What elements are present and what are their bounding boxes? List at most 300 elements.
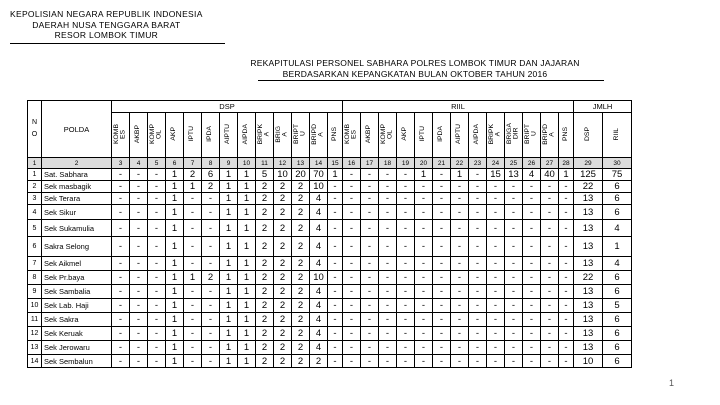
riil-cell: -: [343, 341, 361, 355]
riil-cell: -: [487, 271, 505, 285]
riil-cell: -: [541, 285, 559, 299]
riil-cell: -: [505, 193, 523, 205]
dsp-cell: 1: [238, 237, 256, 257]
dsp-group-header: DSP: [112, 101, 343, 113]
riil-cell: -: [559, 205, 574, 220]
riil-cell: -: [523, 193, 541, 205]
riil-cell: -: [541, 257, 559, 271]
riil-cell: -: [505, 271, 523, 285]
dsp-cell: -: [112, 355, 130, 368]
total-riil-cell: 6: [603, 355, 632, 368]
unit-name: Sek Lab. Haji: [42, 299, 112, 313]
no-header: N O: [28, 101, 42, 158]
row-number: 11: [28, 313, 42, 327]
riil-column-header: KOMB ES: [343, 113, 361, 158]
riil-cell: -: [433, 355, 451, 368]
column-number: 10: [238, 158, 256, 169]
dsp-cell: -: [148, 181, 166, 193]
dsp-cell: -: [328, 341, 343, 355]
riil-column-header: IPTU: [415, 113, 433, 158]
riil-cell: -: [451, 205, 469, 220]
unit-name: Sek Terara: [42, 193, 112, 205]
dsp-cell: 2: [292, 341, 310, 355]
riil-cell: -: [523, 355, 541, 368]
riil-cell: -: [451, 237, 469, 257]
dsp-cell: 1: [166, 355, 184, 368]
riil-cell: -: [379, 169, 397, 181]
dsp-cell: -: [184, 355, 202, 368]
riil-cell: -: [541, 355, 559, 368]
dsp-cell: -: [148, 220, 166, 237]
unit-name: Sat. Sabhara: [42, 169, 112, 181]
riil-cell: -: [523, 257, 541, 271]
unit-name: Sek Pr.baya: [42, 271, 112, 285]
dsp-cell: 2: [184, 169, 202, 181]
unit-name: Sek Sukamulia: [42, 220, 112, 237]
column-number: 30: [603, 158, 632, 169]
unit-name: Sek Jerowaru: [42, 341, 112, 355]
riil-cell: -: [559, 327, 574, 341]
dsp-cell: -: [328, 299, 343, 313]
dsp-cell: -: [148, 271, 166, 285]
riil-cell: -: [469, 181, 487, 193]
dsp-cell: -: [328, 327, 343, 341]
total-dsp-cell: 22: [574, 271, 603, 285]
riil-cell: -: [559, 237, 574, 257]
total-riil-cell: 6: [603, 341, 632, 355]
riil-cell: -: [505, 327, 523, 341]
row-number: 1: [28, 169, 42, 181]
dsp-cell: -: [112, 193, 130, 205]
riil-cell: -: [397, 299, 415, 313]
riil-cell: 1: [451, 169, 469, 181]
riil-cell: -: [487, 285, 505, 299]
riil-cell: -: [343, 181, 361, 193]
riil-cell: -: [469, 299, 487, 313]
riil-cell: -: [559, 341, 574, 355]
riil-cell: -: [379, 237, 397, 257]
dsp-cell: -: [112, 169, 130, 181]
row-number: 13: [28, 341, 42, 355]
riil-cell: -: [343, 327, 361, 341]
table-row: [28, 169, 632, 181]
unit-name: Sek Sembalun: [42, 355, 112, 368]
riil-cell: -: [415, 220, 433, 237]
riil-cell: -: [379, 355, 397, 368]
dsp-cell: -: [202, 237, 220, 257]
riil-cell: -: [505, 355, 523, 368]
riil-cell: -: [541, 271, 559, 285]
riil-cell: -: [559, 313, 574, 327]
riil-column-header: KOMP OL: [379, 113, 397, 158]
riil-cell: -: [379, 341, 397, 355]
dsp-cell: -: [148, 341, 166, 355]
dsp-cell: 2: [274, 271, 292, 285]
dsp-column-header: IPDA: [202, 113, 220, 158]
dsp-cell: 1: [166, 271, 184, 285]
riil-cell: -: [343, 299, 361, 313]
total-riil-cell: 4: [603, 257, 632, 271]
column-number: 2: [42, 158, 112, 169]
dsp-cell: 2: [274, 257, 292, 271]
table-row: [28, 313, 632, 327]
riil-cell: -: [379, 257, 397, 271]
table-row: [28, 285, 632, 299]
dsp-cell: -: [130, 313, 148, 327]
column-number: 5: [148, 158, 166, 169]
dsp-cell: -: [328, 193, 343, 205]
dsp-cell: -: [202, 355, 220, 368]
dsp-cell: 1: [238, 257, 256, 271]
riil-cell: -: [415, 271, 433, 285]
riil-cell: -: [505, 220, 523, 237]
dsp-cell: 1: [166, 193, 184, 205]
riil-cell: -: [415, 327, 433, 341]
riil-cell: -: [451, 257, 469, 271]
riil-cell: -: [343, 355, 361, 368]
riil-cell: -: [505, 285, 523, 299]
riil-cell: -: [361, 205, 379, 220]
letterhead-line-2: DAERAH NUSA TENGGARA BARAT: [32, 19, 181, 30]
riil-cell: -: [433, 205, 451, 220]
dsp-cell: -: [148, 257, 166, 271]
riil-cell: -: [487, 313, 505, 327]
dsp-cell: -: [184, 327, 202, 341]
riil-cell: -: [469, 313, 487, 327]
dsp-cell: 1: [166, 205, 184, 220]
total-riil-cell: 4: [603, 220, 632, 237]
riil-column-header: AKBP: [361, 113, 379, 158]
riil-cell: -: [487, 299, 505, 313]
dsp-cell: 2: [274, 205, 292, 220]
column-number: 26: [523, 158, 541, 169]
table-row: [28, 237, 632, 257]
dsp-cell: 2: [292, 285, 310, 299]
dsp-cell: 2: [256, 181, 274, 193]
dsp-cell: 1: [238, 299, 256, 313]
dsp-cell: -: [328, 271, 343, 285]
dsp-cell: -: [328, 220, 343, 237]
riil-cell: -: [415, 205, 433, 220]
dsp-cell: -: [148, 193, 166, 205]
riil-cell: -: [415, 193, 433, 205]
riil-cell: -: [451, 327, 469, 341]
riil-cell: -: [505, 205, 523, 220]
letterhead-line-3: RESOR LOMBOK TIMUR: [54, 30, 159, 40]
riil-cell: -: [433, 327, 451, 341]
riil-cell: -: [361, 257, 379, 271]
column-number: 24: [487, 158, 505, 169]
riil-cell: -: [397, 181, 415, 193]
dsp-cell: 1: [184, 271, 202, 285]
riil-cell: -: [433, 341, 451, 355]
title-line-2: BERDASARKAN KEPANGKATAN BULAN OKTOBER TAHUN 2016: [282, 68, 548, 79]
table-row: [28, 341, 632, 355]
dsp-column-header: PNS: [328, 113, 343, 158]
row-number: 5: [28, 220, 42, 237]
dsp-cell: -: [328, 237, 343, 257]
dsp-cell: -: [184, 299, 202, 313]
riil-cell: -: [523, 299, 541, 313]
row-number: 8: [28, 271, 42, 285]
dsp-cell: 1: [220, 220, 238, 237]
dsp-cell: 1: [220, 313, 238, 327]
riil-cell: -: [379, 327, 397, 341]
column-number: 15: [328, 158, 343, 169]
dsp-cell: -: [130, 355, 148, 368]
riil-cell: -: [361, 327, 379, 341]
total-riil-cell: 6: [603, 313, 632, 327]
riil-cell: -: [487, 237, 505, 257]
riil-cell: -: [559, 220, 574, 237]
dsp-cell: 1: [220, 169, 238, 181]
riil-cell: -: [505, 181, 523, 193]
riil-cell: -: [415, 285, 433, 299]
dsp-column-header: IPTU: [184, 113, 202, 158]
dsp-cell: -: [112, 271, 130, 285]
dsp-cell: 1: [166, 313, 184, 327]
column-number: 18: [379, 158, 397, 169]
column-number: 23: [469, 158, 487, 169]
dsp-cell: -: [130, 237, 148, 257]
dsp-cell: 2: [256, 313, 274, 327]
riil-cell: -: [433, 271, 451, 285]
dsp-cell: 1: [166, 257, 184, 271]
dsp-cell: 1: [238, 313, 256, 327]
riil-column-header: BRIPT U: [523, 113, 541, 158]
riil-cell: -: [433, 299, 451, 313]
dsp-cell: -: [112, 313, 130, 327]
dsp-cell: 2: [256, 237, 274, 257]
riil-cell: -: [487, 181, 505, 193]
dsp-cell: -: [112, 327, 130, 341]
dsp-cell: 2: [274, 313, 292, 327]
riil-cell: -: [469, 355, 487, 368]
riil-cell: -: [343, 205, 361, 220]
table-row: [28, 299, 632, 313]
dsp-cell: 1: [166, 341, 184, 355]
column-number: 25: [505, 158, 523, 169]
dsp-cell: -: [130, 205, 148, 220]
riil-cell: -: [469, 341, 487, 355]
riil-column-header: AKP: [397, 113, 415, 158]
riil-column-header: IPDA: [433, 113, 451, 158]
unit-name: Sek Sakra: [42, 313, 112, 327]
total-dsp-cell: 13: [574, 205, 603, 220]
dsp-cell: 2: [292, 271, 310, 285]
riil-cell: -: [523, 205, 541, 220]
riil-cell: -: [343, 169, 361, 181]
dsp-cell: 4: [310, 237, 328, 257]
column-number: 6: [166, 158, 184, 169]
total-dsp-cell: 13: [574, 220, 603, 237]
column-number: 13: [292, 158, 310, 169]
riil-cell: 4: [523, 169, 541, 181]
riil-column-header: PNS: [559, 113, 574, 158]
riil-cell: -: [469, 285, 487, 299]
dsp-cell: -: [148, 285, 166, 299]
riil-cell: -: [397, 237, 415, 257]
dsp-cell: 1: [238, 193, 256, 205]
riil-cell: -: [505, 299, 523, 313]
row-number: 3: [28, 193, 42, 205]
riil-cell: -: [415, 341, 433, 355]
riil-cell: -: [361, 313, 379, 327]
row-number: 10: [28, 299, 42, 313]
total-dsp-cell: 13: [574, 237, 603, 257]
riil-cell: -: [361, 299, 379, 313]
riil-cell: 13: [505, 169, 523, 181]
riil-cell: -: [541, 193, 559, 205]
riil-cell: -: [469, 220, 487, 237]
dsp-cell: 1: [238, 169, 256, 181]
riil-cell: -: [505, 341, 523, 355]
dsp-column-header: KOMB ES: [112, 113, 130, 158]
riil-cell: -: [343, 257, 361, 271]
row-number: 2: [28, 181, 42, 193]
total-dsp-cell: 13: [574, 299, 603, 313]
riil-cell: -: [559, 299, 574, 313]
dsp-cell: 2: [274, 285, 292, 299]
dsp-cell: -: [112, 181, 130, 193]
dsp-cell: -: [202, 205, 220, 220]
dsp-column-header: BRIPK A: [256, 113, 274, 158]
riil-cell: -: [397, 313, 415, 327]
total-dsp-cell: 13: [574, 193, 603, 205]
riil-cell: -: [469, 257, 487, 271]
dsp-cell: 2: [310, 355, 328, 368]
dsp-cell: 2: [256, 193, 274, 205]
table-row: [28, 327, 632, 341]
dsp-cell: -: [130, 327, 148, 341]
dsp-cell: 1: [166, 181, 184, 193]
riil-cell: -: [469, 237, 487, 257]
dsp-cell: 2: [202, 181, 220, 193]
riil-column-header: BRIPK A: [487, 113, 505, 158]
riil-cell: -: [469, 193, 487, 205]
riil-cell: -: [451, 285, 469, 299]
column-number: 12: [274, 158, 292, 169]
total-riil-cell: 6: [603, 327, 632, 341]
column-number: 20: [415, 158, 433, 169]
dsp-cell: 1: [220, 341, 238, 355]
dsp-cell: 1: [220, 257, 238, 271]
unit-name: Sakra Selong: [42, 237, 112, 257]
row-number: 6: [28, 237, 42, 257]
riil-cell: -: [541, 205, 559, 220]
riil-cell: -: [469, 205, 487, 220]
dsp-cell: -: [130, 257, 148, 271]
dsp-cell: 4: [310, 205, 328, 220]
dsp-cell: -: [328, 313, 343, 327]
dsp-cell: 1: [166, 299, 184, 313]
dsp-cell: -: [328, 285, 343, 299]
total-dsp-cell: 125: [574, 169, 603, 181]
riil-cell: -: [415, 313, 433, 327]
unit-name: Sek Aikmel: [42, 257, 112, 271]
total-riil-cell: 6: [603, 271, 632, 285]
dsp-cell: -: [202, 299, 220, 313]
dsp-cell: -: [112, 341, 130, 355]
unit-name: Sek Keruak: [42, 327, 112, 341]
riil-cell: -: [379, 220, 397, 237]
table-row: [28, 193, 632, 205]
column-number: 21: [433, 158, 451, 169]
riil-cell: -: [451, 313, 469, 327]
row-number: 9: [28, 285, 42, 299]
column-number: 8: [202, 158, 220, 169]
riil-cell: 1: [415, 169, 433, 181]
riil-cell: -: [415, 257, 433, 271]
riil-cell: -: [541, 237, 559, 257]
riil-cell: -: [541, 313, 559, 327]
total-dsp-cell: 13: [574, 341, 603, 355]
dsp-cell: 1: [238, 327, 256, 341]
dsp-cell: 2: [292, 355, 310, 368]
personnel-table: [27, 100, 632, 368]
column-number: 27: [541, 158, 559, 169]
dsp-cell: 1: [166, 327, 184, 341]
dsp-cell: 4: [310, 299, 328, 313]
dsp-cell: -: [184, 257, 202, 271]
total-dsp-cell: 10: [574, 355, 603, 368]
riil-cell: -: [559, 285, 574, 299]
riil-cell: -: [397, 271, 415, 285]
title-line-1: REKAPITULASI PERSONEL SABHARA POLRES LOMBOK TIMUR DAN JAJARAN: [250, 58, 580, 68]
total-dsp-cell: 22: [574, 181, 603, 193]
table-row: [28, 220, 632, 237]
riil-cell: -: [487, 205, 505, 220]
riil-cell: -: [523, 220, 541, 237]
total-riil-cell: 6: [603, 205, 632, 220]
dsp-cell: 1: [238, 181, 256, 193]
table-row: [28, 205, 632, 220]
dsp-cell: -: [184, 193, 202, 205]
dsp-cell: 1: [238, 355, 256, 368]
row-number: 12: [28, 327, 42, 341]
dsp-cell: -: [328, 257, 343, 271]
dsp-cell: 2: [292, 327, 310, 341]
dsp-cell: 2: [256, 271, 274, 285]
dsp-cell: 2: [274, 237, 292, 257]
dsp-column-header: BRIPT U: [292, 113, 310, 158]
riil-cell: -: [343, 237, 361, 257]
total-dsp-cell: 13: [574, 285, 603, 299]
unit-name: Sek Sambalia: [42, 285, 112, 299]
riil-cell: -: [433, 169, 451, 181]
riil-cell: -: [541, 341, 559, 355]
riil-cell: -: [523, 237, 541, 257]
dsp-cell: -: [130, 341, 148, 355]
table-row: [28, 181, 632, 193]
dsp-cell: 2: [274, 327, 292, 341]
riil-cell: -: [451, 355, 469, 368]
jmlh-column-header: RIIL: [603, 113, 632, 158]
dsp-cell: -: [130, 181, 148, 193]
column-number: 14: [310, 158, 328, 169]
riil-cell: -: [433, 285, 451, 299]
riil-cell: -: [361, 355, 379, 368]
riil-cell: -: [523, 327, 541, 341]
riil-cell: -: [361, 169, 379, 181]
column-number: 17: [361, 158, 379, 169]
dsp-cell: 2: [256, 299, 274, 313]
dsp-cell: 4: [310, 193, 328, 205]
unit-name: Sek Sikur: [42, 205, 112, 220]
dsp-cell: 70: [310, 169, 328, 181]
dsp-cell: 6: [202, 169, 220, 181]
dsp-cell: 4: [310, 257, 328, 271]
